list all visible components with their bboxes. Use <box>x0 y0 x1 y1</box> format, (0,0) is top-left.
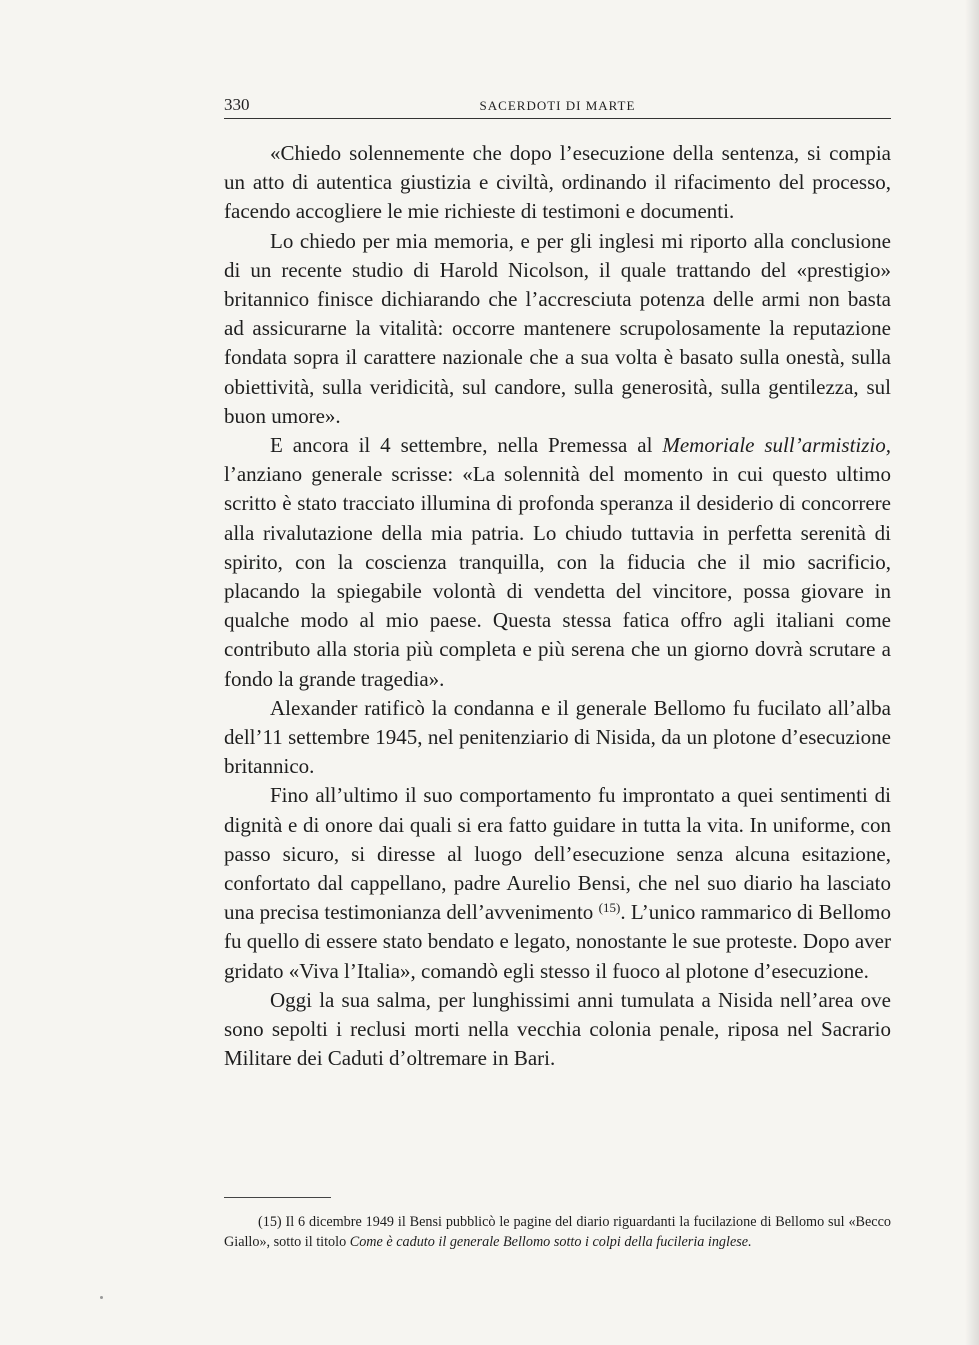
running-title: SACERDOTI DI MARTE <box>479 98 636 113</box>
page-number: 330 <box>224 95 250 114</box>
main-text <box>224 139 891 1074</box>
footnote-text: (15) Il 6 dicembre 1949 il Bensi pubblicò le pagine del diario riguardanti la fucilazione di Bellomo sul «Becco Giallo», sotto il titolo <box>224 1214 891 1250</box>
paragraph-6: Oggi la sua salma, per lunghissimi anni tumulata a Nisida nell’area ove sono sepolti i reclusi morti nella vecchia colonia penale, riposa nel Sacrario Militare dei Caduti d’oltremare in Bari. <box>224 987 891 1071</box>
paragraph-5-text-after: . L’unico rammarico di Bellomo fu quello di essere stato bendato e legato, nonostante le sue proteste. Dopo aver gridato «Viva l’Italia», comandò egli stesso il fuoco al plotone d’esecuzione. <box>224 900 891 983</box>
footnote-rule <box>224 1197 331 1198</box>
paragraph-2: Lo chiedo per mia memoria, e per gli inglesi mi riporto alla conclusione di un recente studio di Harold Nicolson, il quale trattando del «prestigio» britannico finisce dichiarando che l’accresciuta potenza delle armi non basta ad assicurarne la vitalità: occorre mantenere scrupolosamente la reputazione fondata sopra il carattere nazionale che a sua volta è basato sulla onestà, sulla obiettività, sulla veridicità, sul candore, sulla generosità, sulla gentilezza, sul buon umore». <box>224 228 891 428</box>
paragraph-5-text-before: Fino all’ultimo il suo comportamento fu improntato a quei sentimenti di dignità e di onore dai quali si era fatto guidare in tutta la vita. In uniforme, con passo sicuro, si diresse al luogo dell’esecuzione senza alcuna esitazione, confortato dal cappellano, padre Aurelio Bensi, che nel suo diario ha lasciato una precisa testimonianza dell’avvenimento <box>224 783 891 925</box>
paragraph-5 <box>224 781 891 985</box>
footnote-italic-title: Come è caduto il generale Bellomo sotto i colpi della fucileria inglese. <box>349 1234 752 1250</box>
header-rule <box>224 118 891 119</box>
scan-speck <box>100 1296 103 1299</box>
page-header <box>224 94 891 120</box>
paragraph-1: «Chiedo solennemente che dopo l’esecuzione della sentenza, si compia un atto di autentica giustizia e civiltà, ordinando il rifacimento del processo, facendo accogliere le mie richieste di testimoni e documenti. <box>224 141 891 224</box>
footnote-15 <box>224 1212 891 1252</box>
memoriale-title: Memoriale sull’armistizio, <box>662 433 891 458</box>
paragraph-3 <box>224 431 891 694</box>
paragraph-3-text-after: l’anziano generale scrisse: «La solennità del momento in cui questo ultimo scritto è stato tracciato illumina di profonda speranza il desiderio di concorrere alla rivalutazione della mia patria. Lo chiudo tuttavia in perfetta serenità di spirito, con la coscienza tranquilla, con la fiducia che il mio sacrificio, placando la spiegabile volontà di vendetta del vincitore, possa giovare in qualche modo al mio paese. Questa stessa fatica offro agli italiani come contributo alla storia più completa e più serena che un giorno dovrà scrutare a fondo la grande tragedia». <box>224 462 891 691</box>
footnote-reference[interactable]: (15) <box>598 900 621 916</box>
paragraph-4: Alexander ratificò la condanna e il generale Bellomo fu fucilato all’alba dell’11 settembre 1945, nel penitenziario di Nisida, da un plotone d’esecuzione britannico. <box>224 695 891 779</box>
scan-edge-shadow <box>965 0 979 1345</box>
paragraph-3-text-before: E ancora il 4 settembre, nella Premessa al <box>270 433 663 458</box>
